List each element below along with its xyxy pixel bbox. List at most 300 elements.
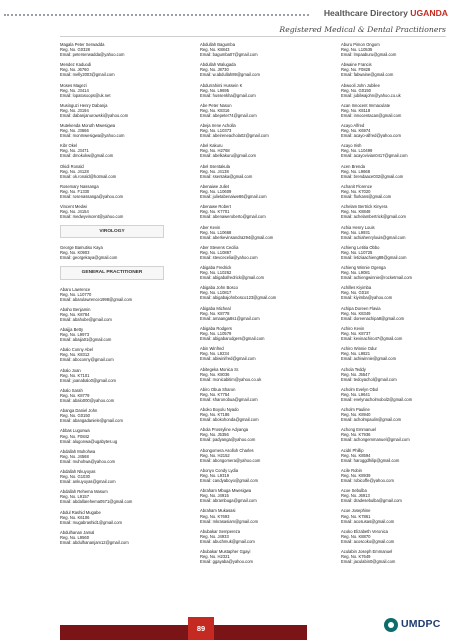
practitioner-email: Email: candyaboyo@gmail.com	[200, 477, 259, 483]
registration-number: Reg. No. K8312	[60, 352, 90, 358]
directory-column-2	[200, 42, 304, 569]
practitioner-email: Email: evelynacholmobol2@gmail.com	[341, 396, 413, 402]
practitioner-email: Email: robicoffe@yahoo.com	[341, 477, 394, 483]
practitioner-email: Email: padyanga@yahoo.com	[200, 437, 256, 443]
practitioner-name: Abalo Joan	[60, 367, 81, 373]
practitioner-email: Email: abangadaniele@gmail.com	[60, 418, 123, 424]
directory-title-text: Healthcare Directory	[323, 8, 411, 18]
registration-number: Reg. No. L9157	[60, 494, 90, 500]
practitioner-email: Email: ok.ronald@hotmail.com	[60, 173, 117, 179]
practitioner-entry	[200, 549, 304, 564]
practitioner-entry	[60, 143, 164, 158]
practitioner-name: Acholm Evelyn Obol	[341, 386, 379, 392]
practitioner-name: Abongomera Asolloh Charles	[200, 447, 254, 453]
practitioner-name: Abdurrahimi Hussein K	[200, 82, 243, 88]
practitioner-entry	[60, 347, 164, 362]
practitioner-email: Email: abokohonda@gmail.com	[200, 417, 259, 423]
practitioner-name: Abiro Obua Sharon	[200, 386, 236, 392]
directory-title	[324, 8, 448, 18]
practitioner-name: Okidi Ronald	[60, 163, 84, 169]
practitioner-entry	[60, 287, 164, 302]
practitioner-name: Abdallah Muhohwa	[60, 448, 96, 454]
practitioner-email: Email: acayovivian0417@gmail.com	[341, 153, 408, 159]
practitioner-name: Achieng Letitia Obbo	[341, 244, 380, 250]
practitioner-entry	[341, 367, 445, 382]
practitioner-email: Email: abahobe@gmail.com	[60, 316, 112, 322]
practitioner-name: Abdullah Walugada	[200, 62, 236, 68]
practitioner-email: Email: hussenkha@gmail.com	[200, 92, 256, 98]
practitioner-entry	[341, 427, 445, 442]
practitioner-email: Email: achiwinnie@gmail.com	[341, 356, 397, 362]
registration-number: Reg. No. H2768	[200, 148, 230, 154]
practitioner-email: Email: abigabarodgers@gmail.com	[200, 336, 265, 341]
practitioner-name: Magala Peter Serwadda	[60, 42, 105, 47]
practitioner-name: Abel Ssentakula	[200, 163, 230, 169]
practitioner-entry	[200, 346, 304, 361]
practitioner-email: Email: ssentaka@gmail.com	[200, 173, 253, 179]
practitioner-entry	[341, 265, 445, 280]
directory-title-country: UGANDA	[410, 8, 448, 18]
practitioner-name: Achia Henry Louis	[341, 224, 375, 230]
registration-number: Reg. No. K7649	[341, 554, 371, 560]
practitioner-email: Email: abeireneachola02@gmail.com	[200, 133, 269, 139]
practitioner-entry	[341, 164, 445, 179]
practitioner-entry	[60, 489, 164, 504]
practitioner-name: Acile Robin	[341, 467, 362, 473]
practitioner-entry	[60, 184, 164, 199]
practitioner-name: Abola Prossyline Adyanga	[200, 427, 249, 433]
practitioner-name: Achiro Kevin	[341, 325, 365, 331]
registration-number: Reg. No. F1330	[60, 189, 90, 194]
practitioner-entry	[200, 468, 304, 483]
registration-number: Reg. No. H2321	[200, 554, 230, 560]
practitioner-email: Email: abdallarehema0571@gmail.com	[60, 499, 133, 505]
practitioner-entry	[200, 164, 304, 179]
umdpc-logo	[384, 617, 450, 635]
practitioner-name: Vincent Medwi	[60, 204, 87, 210]
registration-number: Reg. No. L9560	[60, 534, 90, 540]
section-divider	[60, 36, 446, 37]
practitioner-email: Email: achiengwinnie@rocketmail.com	[341, 275, 412, 281]
practitioner-name: Abaru Lawrence	[60, 286, 91, 292]
practitioner-entry	[200, 407, 304, 422]
practitioner-email: Email: amaanga8s1@gmail.com	[200, 315, 260, 321]
practitioner-email: Email: fabwaine@gmail.com	[341, 72, 394, 78]
practitioner-name: Abdul Rashid Mugabe	[60, 509, 101, 515]
practitioner-name: Abalo Conny Abel	[60, 347, 93, 353]
practitioner-entry	[341, 83, 445, 98]
practitioner-email: Email: mkrasasiam@gmail.com	[200, 518, 259, 524]
registration-number: Reg. No. K8939	[341, 472, 371, 478]
practitioner-name: Acidri Phillip	[341, 447, 364, 453]
page-header	[0, 0, 452, 22]
practitioner-email: Email: ggayaba@yahoo.com	[200, 559, 253, 565]
practitioner-entry	[341, 387, 445, 402]
practitioner-email: Email: acayo-alfred@yahoo.com	[341, 133, 401, 139]
practitioner-name: Achola Teddy	[341, 366, 366, 372]
registration-number: Reg. No. J3666	[60, 128, 89, 134]
directory-column-3	[341, 42, 445, 569]
practitioner-entry	[341, 225, 445, 240]
registration-number: Reg. No. L10770	[60, 291, 92, 297]
practitioner-entry	[200, 42, 304, 57]
registration-number: Reg. No. G0150	[60, 413, 90, 419]
practitioner-entry	[200, 306, 304, 321]
registration-number: Reg. No. K7861	[341, 513, 371, 519]
practitioner-entry	[341, 143, 445, 158]
practitioner-name: Acoko Elizabeth Veronica	[341, 528, 388, 534]
registration-number: Reg. No. K7936	[341, 432, 371, 438]
practitioner-email: Email: ankuyoyas@gmail.com	[60, 479, 116, 485]
registration-number: Reg. No. K0903	[60, 250, 90, 256]
practitioner-name: Abdallah Nkuyoyas	[60, 469, 96, 475]
practitioner-entry	[60, 307, 164, 322]
practitioner-entry	[60, 204, 164, 219]
registration-number: Reg. No. J6913	[341, 493, 370, 499]
practitioner-name: Abwaine Francis	[341, 62, 372, 68]
practitioner-entry	[341, 549, 445, 564]
practitioner-email: Email: abdulhananjam12@gmail.com	[60, 539, 129, 545]
practitioner-email: Email: achiahenrylouis@gmail.com	[341, 234, 406, 240]
practitioner-name: Musinguzi Henry Dabanja	[60, 102, 108, 108]
practitioner-email: Email: aboconny@gmail.com	[60, 357, 114, 363]
practitioner-entry	[60, 42, 164, 57]
practitioner-entry	[60, 103, 164, 118]
registration-number: Reg. No. K7020	[341, 189, 371, 194]
registration-number: Reg. No. L9973	[60, 332, 90, 338]
practitioner-email: Email: rosenassanga@yahoo.com	[60, 194, 124, 200]
practitioner-name: Aburu Pimon Ongom	[341, 42, 380, 47]
registration-number: Reg. No. K8036	[200, 371, 230, 377]
registration-number: Reg. No. K8784	[60, 311, 90, 317]
umdpc-logo-text: UMDPC	[401, 618, 441, 630]
registration-number: Reg. No. K7701	[200, 209, 230, 215]
practitioner-email: Email: achongemmanuel@gmail.com	[341, 437, 410, 443]
practitioner-name: Rosemary Nassanga	[60, 183, 99, 189]
practitioner-name: Acen Brenda	[341, 163, 365, 169]
practitioner-name: Acholm Pauline	[341, 407, 370, 413]
practitioner-email: Email: florkans@gmail.com	[341, 194, 392, 200]
practitioner-entry	[60, 408, 164, 423]
practitioner-entry	[200, 143, 304, 158]
practitioner-name: Aculabin Joseph Emmanuel	[341, 549, 393, 555]
practitioner-name: Abalo Sarah	[60, 387, 83, 393]
practitioner-name: Abdullah Bagumba	[200, 42, 235, 47]
practitioner-email: Email: haroggdhilip@gmail.com	[341, 457, 400, 463]
registration-number: Reg. No. K7186	[200, 412, 230, 418]
practitioner-email: Email: medwyvincent@yahoo.com	[60, 214, 124, 220]
registration-number: Reg. No. L10609	[200, 189, 232, 194]
practitioner-entry	[60, 530, 164, 545]
practitioner-email: Email: innocentacan@gmail.com	[341, 112, 402, 118]
registration-number: Reg. No. J4128	[60, 168, 89, 174]
practitioner-email: Email: sharonobua@gmail.com	[200, 396, 258, 402]
practitioner-entry	[60, 510, 164, 525]
practitioner-entry	[200, 204, 304, 219]
umdpc-logo-icon	[384, 618, 398, 632]
registration-number: Reg. No. K8316	[200, 107, 230, 113]
practitioner-email: Email: abalo000@yahoo.com	[60, 397, 115, 403]
practitioner-entry	[341, 62, 445, 77]
practitioner-email: Email: acoscoko@gmail.com	[341, 538, 395, 544]
practitioner-entry	[200, 83, 304, 98]
practitioner-email: Email: jaculabin0@gmail.com	[341, 559, 396, 565]
registration-number: Reg. No. K7101	[60, 372, 90, 378]
practitioner-name: Abel Kakuru	[200, 143, 223, 149]
practitioner-name: Abigaba John Bosco	[200, 285, 238, 291]
practitioner-entry	[200, 448, 304, 463]
registration-number: Reg. No. H2152	[200, 452, 230, 458]
practitioner-email: Email: kevinachiro47@gmail.com	[341, 336, 403, 341]
registration-number: Reg. No. J4154	[60, 209, 89, 215]
practitioner-email: Email: abrambuga@gmail.com	[200, 498, 257, 504]
registration-number: Reg. No. K8737	[341, 330, 371, 336]
registration-number: Reg. No. K8848	[341, 209, 371, 215]
practitioner-name: Abanga Daniel John	[60, 408, 98, 414]
practitioner-email: Email: julietabenaiwe86@gmail.com	[200, 194, 267, 200]
registration-number: Reg. No. K6974	[341, 128, 371, 134]
practitioner-name: Abenaiwe Juliet	[200, 183, 230, 189]
registration-number: Reg. No. L10725	[341, 249, 373, 255]
registration-number: Reg. No. L9234	[200, 351, 230, 357]
registration-number: Reg. No. L9641	[341, 391, 371, 397]
practitioner-email: Email: joanabalo0@gmail.com	[60, 377, 116, 383]
registration-number: Reg. No. J3471	[60, 148, 89, 154]
registration-number: Reg. No. L9081	[341, 270, 371, 276]
practitioner-entry	[200, 245, 304, 260]
specialty-header: VIROLOGY	[60, 225, 164, 238]
practitioner-email: Email: abuchmuk@gmail.com	[200, 538, 255, 544]
practitioner-email: Email: peterserwadda@yahoo.com	[60, 52, 125, 58]
practitioner-name: Abdulhanan Jamal	[60, 529, 95, 535]
practitioner-name: George Bamutiso Kaya	[60, 245, 103, 251]
registration-number: Reg. No. J3194	[60, 107, 89, 113]
practitioner-email: Email: dabanjanurowski@yahoo.com	[60, 112, 129, 118]
registration-number: Reg. No. L9668	[341, 168, 371, 174]
practitioner-name: Abaijja Betty	[60, 327, 84, 333]
practitioner-name: Abbas Lugonwa	[60, 428, 90, 434]
practitioner-email: Email: abaija01@gmail.com	[60, 337, 112, 343]
registration-number: Reg. No. L10262	[200, 270, 232, 276]
registration-number: Reg. No. K8594	[341, 452, 371, 458]
practitioner-name: Aber Kevin	[200, 224, 221, 230]
practitioner-entry	[341, 468, 445, 483]
registration-number: Reg. No. J4915	[200, 493, 229, 499]
registration-number: Reg. No. J4568	[60, 453, 89, 459]
practitioner-entry	[341, 508, 445, 523]
registration-number: Reg. No. L10867	[200, 249, 232, 255]
registration-number: Reg. No. J8730	[200, 67, 229, 73]
practitioner-email: Email: abongomera@yahoo.com	[200, 457, 261, 463]
practitioner-name: Abigaba Micheal	[200, 305, 231, 311]
practitioner-email: Email: doreenachipa8@gmail.com	[341, 315, 405, 321]
footer-bar	[60, 625, 307, 640]
practitioner-entry	[341, 306, 445, 321]
registration-number: Reg. No. J5356	[200, 432, 229, 438]
practitioner-email: Email: aberkevinsandra294@gmail.com	[200, 234, 274, 240]
practitioner-entry	[200, 427, 304, 442]
registration-number: Reg. No. L10499	[341, 148, 373, 154]
practitioner-email: Email: achelambertrick@gmail.com	[341, 214, 406, 220]
practitioner-entry	[60, 469, 164, 484]
registration-number: Reg. No. K8778	[200, 310, 230, 316]
practitioner-entry	[341, 103, 445, 118]
practitioner-email: Email: dradesebulba@gmail.com	[341, 498, 402, 504]
registration-number: Reg. No. G0150	[341, 87, 371, 93]
practitioner-name: Achelam Bertrick Kinyera	[341, 204, 388, 210]
practitioner-entry	[341, 488, 445, 503]
specialty-header: GENERAL PRACTITIONER	[60, 266, 164, 279]
directory-column-1	[60, 42, 164, 550]
registration-number: Reg. No. K7693	[200, 513, 230, 519]
practitioner-name: Acayo Alfred	[341, 123, 365, 129]
practitioner-email: Email: monicabitim@yahoo.co.uk	[200, 376, 262, 382]
practitioner-entry	[60, 428, 164, 443]
practitioner-email: Email: abiwinifred@gmail.com	[200, 356, 256, 362]
practitioner-entry	[341, 204, 445, 219]
registration-number: Reg. No. G0328	[60, 47, 90, 53]
practitioner-name: Moses Magezi	[60, 82, 87, 88]
practitioner-name: Abin Winfred	[200, 346, 224, 352]
practitioner-email: Email: lmpaaburu@gmail.com	[341, 52, 397, 58]
practitioner-email: Email: jubilwajohn@yahoo.co.uk	[341, 92, 401, 98]
practitioner-name: Acoe Josephine	[341, 508, 371, 514]
practitioner-entry	[60, 449, 164, 464]
practitioner-entry	[200, 326, 304, 341]
practitioner-email: Email: abarulawrence1998@gmail.com	[60, 296, 133, 302]
practitioner-email: Email: acosusas@gmail.com	[341, 518, 395, 524]
practitioner-name: Abraham Mbuga Mwesigwa	[200, 488, 252, 494]
practitioner-entry	[200, 225, 304, 240]
practitioner-entry	[60, 368, 164, 383]
registration-number: Reg. No. J3414	[60, 87, 89, 93]
practitioner-name: Acoe Sebulba	[341, 488, 367, 494]
practitioner-entry	[200, 265, 304, 280]
practitioner-name: Abenawe Robert	[200, 204, 231, 210]
practitioner-name: Abubakar Sempereza	[200, 528, 241, 534]
practitioner-email: Email: brendaace032@gmail.com	[341, 173, 404, 179]
registration-number: Reg. No. L10535	[341, 47, 373, 53]
practitioner-email: Email: abigabajohnbosco123@gmail.com	[200, 295, 277, 301]
practitioner-entry	[341, 326, 445, 341]
practitioner-name: Achipa Doreen Flavia	[341, 305, 381, 311]
practitioner-entry	[60, 62, 164, 77]
practitioner-email: Email: kiyimba@yahoo.com	[341, 295, 393, 301]
practitioner-email: Email: tedoyachol@gmail.com	[341, 376, 397, 382]
practitioner-entry	[200, 488, 304, 503]
practitioner-entry	[341, 123, 445, 138]
practitioner-email: Email: acholmpaulin@gmail.com	[341, 417, 402, 423]
registration-number: Reg. No. K8940	[341, 412, 371, 418]
practitioner-entry	[341, 184, 445, 199]
header-dotted-rule	[4, 14, 309, 16]
registration-number: Reg. No. K8843	[200, 47, 230, 53]
practitioner-entry	[200, 285, 304, 300]
practitioner-name: Abigaba Rodgers	[200, 325, 232, 331]
practitioner-name: Abwooli John Jubilee	[341, 82, 380, 88]
practitioner-name: Aboko Boyolu Nyado	[200, 407, 239, 413]
practitioner-entry	[341, 285, 445, 300]
practitioner-name: Achiro Winnie Odur	[341, 346, 377, 352]
practitioner-name: Abaho Benjamin	[60, 306, 91, 312]
practitioner-entry	[200, 103, 304, 118]
registration-number: Reg. No. K8349	[341, 310, 371, 316]
practitioner-name: Achong Emmanuel	[341, 427, 376, 433]
practitioner-name: Achilles Kiyimba	[341, 285, 372, 291]
registration-number: Reg. No. J6760	[60, 67, 89, 73]
practitioner-entry	[200, 508, 304, 523]
registration-number: Reg. No. L10373	[200, 128, 232, 134]
practitioner-name: Abigaba Fredrick	[200, 265, 232, 271]
registration-number: Reg. No. J4933	[200, 533, 229, 539]
practitioner-entry	[60, 123, 164, 138]
registration-number: Reg. No. L9319	[200, 472, 230, 478]
registration-number: Reg. No. L10668	[200, 229, 232, 235]
practitioner-name: Abubakar Mustapher Ggayi	[200, 549, 251, 555]
practitioner-name: Achanit Florence	[341, 183, 373, 189]
practitioner-name: Abonyo Condy Lydia	[200, 467, 239, 473]
practitioner-entry	[200, 387, 304, 402]
practitioner-entry	[60, 245, 164, 260]
practitioner-entry	[200, 123, 304, 138]
practitioner-email: Email: abelkakuru@gmail.com	[200, 153, 256, 159]
practitioner-name: Abraham Mukasasi	[200, 508, 236, 514]
practitioner-entry	[341, 529, 445, 544]
practitioner-entry	[200, 184, 304, 199]
registration-number: Reg. No. K8870	[341, 533, 371, 539]
practitioner-email: Email: abigabafredrick@gmail.com	[200, 275, 265, 281]
practitioner-email: Email: lopatosoops@uk.net	[60, 92, 111, 98]
practitioner-name: Kibr Okel	[60, 143, 78, 149]
practitioner-name: Mendez Kaduodi	[60, 62, 92, 68]
practitioner-email: Email: abenaweroberto@gmail.com	[200, 214, 266, 220]
practitioner-name: Acayo Irish	[341, 143, 362, 149]
practitioner-email: Email: stevcecelia@yahoo.com	[200, 254, 258, 260]
practitioner-entry	[341, 42, 445, 57]
practitioner-entry	[341, 346, 445, 361]
practitioner-email: Email: w.abdullah89@gmail.com	[200, 72, 260, 78]
practitioner-email: Email: mugabrashid1@gmail.com	[60, 519, 122, 525]
practitioner-name: Achieng Winnie Ogenga	[341, 265, 386, 271]
practitioner-name: Abdallah Rehema Masum	[60, 489, 108, 495]
practitioner-name: Abitegeka Monica Sr.	[200, 366, 240, 372]
registration-number: Reg. No. G018	[341, 290, 369, 296]
practitioner-entry	[341, 407, 445, 422]
practitioner-email: Email: abepeter74@gmail.com	[200, 112, 257, 118]
registration-number: Reg. No. L10817	[200, 290, 232, 296]
registration-number: Reg. No. L9695	[200, 87, 230, 93]
registration-number: Reg. No. L9821	[341, 351, 371, 357]
practitioner-email: Email: monmwesigwa@yahoo.com	[60, 133, 125, 139]
practitioner-name: Mutekenda Moruth Mwesigwa	[60, 123, 116, 129]
practitioner-email: Email: dmokokw@gmail.com	[60, 153, 114, 159]
practitioner-entry	[60, 83, 164, 98]
practitioner-entry	[60, 164, 164, 179]
practitioner-name: Acan Innocent Immaculate	[341, 102, 391, 108]
practitioner-entry	[200, 529, 304, 544]
practitioner-email: Email: alugonwa@ugabytes.ug	[60, 438, 118, 444]
registration-number: Reg. No. K8779	[60, 392, 90, 398]
registration-number: Reg. No. K7754	[200, 391, 230, 397]
practitioner-entry	[200, 367, 304, 382]
practitioner-entry	[60, 388, 164, 403]
registration-number: Reg. No. L10579	[200, 330, 232, 336]
practitioner-email: Email: georgekaya@gmail.com	[60, 255, 118, 261]
practitioner-name: Abeja Irene Acholla	[200, 123, 236, 129]
practitioner-entry	[200, 62, 304, 77]
registration-number: Reg. No. F0842	[60, 433, 90, 439]
practitioner-entry	[341, 245, 445, 260]
